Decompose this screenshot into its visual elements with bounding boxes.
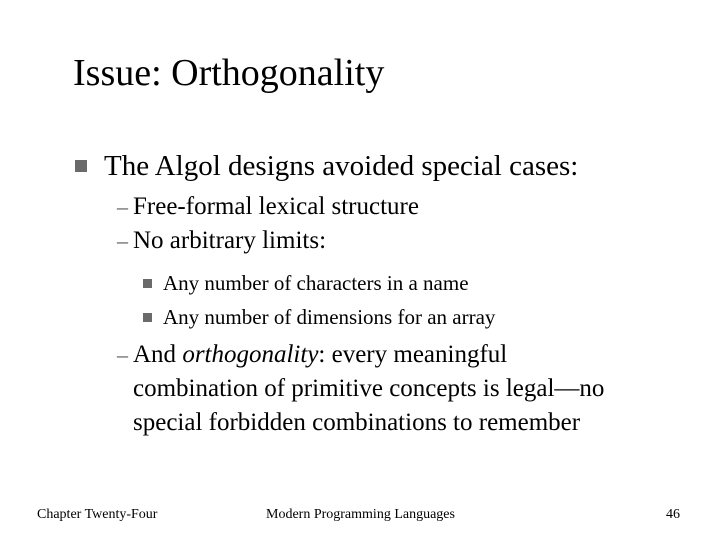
emphasized-term: orthogonality (182, 341, 319, 368)
bullet-level3-text: Any number of characters in a name (163, 271, 469, 295)
footer-page-number: 46 (666, 507, 680, 522)
square-bullet-icon (143, 313, 152, 322)
bullet-level2-text: No arbitrary limits: (133, 227, 327, 254)
text-prefix: And (133, 341, 183, 368)
bullet-level3-text: Any number of dimensions for an array (163, 305, 496, 329)
square-bullet-icon (75, 160, 87, 172)
bullet-level1-text: The Algol designs avoided special cases: (104, 150, 579, 182)
square-bullet-icon (143, 279, 152, 288)
footer-chapter: Chapter Twenty-Four (37, 507, 158, 522)
bullet-level2-text: Free-formal lexical structure (133, 193, 419, 220)
dash-bullet-icon: – (117, 194, 128, 219)
dash-bullet-icon: – (117, 342, 128, 367)
footer-book-title: Modern Programming Languages (266, 507, 455, 522)
dash-bullet-icon: – (117, 228, 128, 253)
orthogonality-line-2: combination of primitive concepts is legal—no (133, 375, 605, 402)
slide-title: Issue: Orthogonality (73, 52, 385, 94)
text-rest: : every meaningful (318, 341, 508, 368)
orthogonality-line-1 (133, 338, 673, 372)
orthogonality-line-3: special forbidden combinations to remember (133, 409, 581, 436)
bullet-level2-item (133, 338, 673, 440)
